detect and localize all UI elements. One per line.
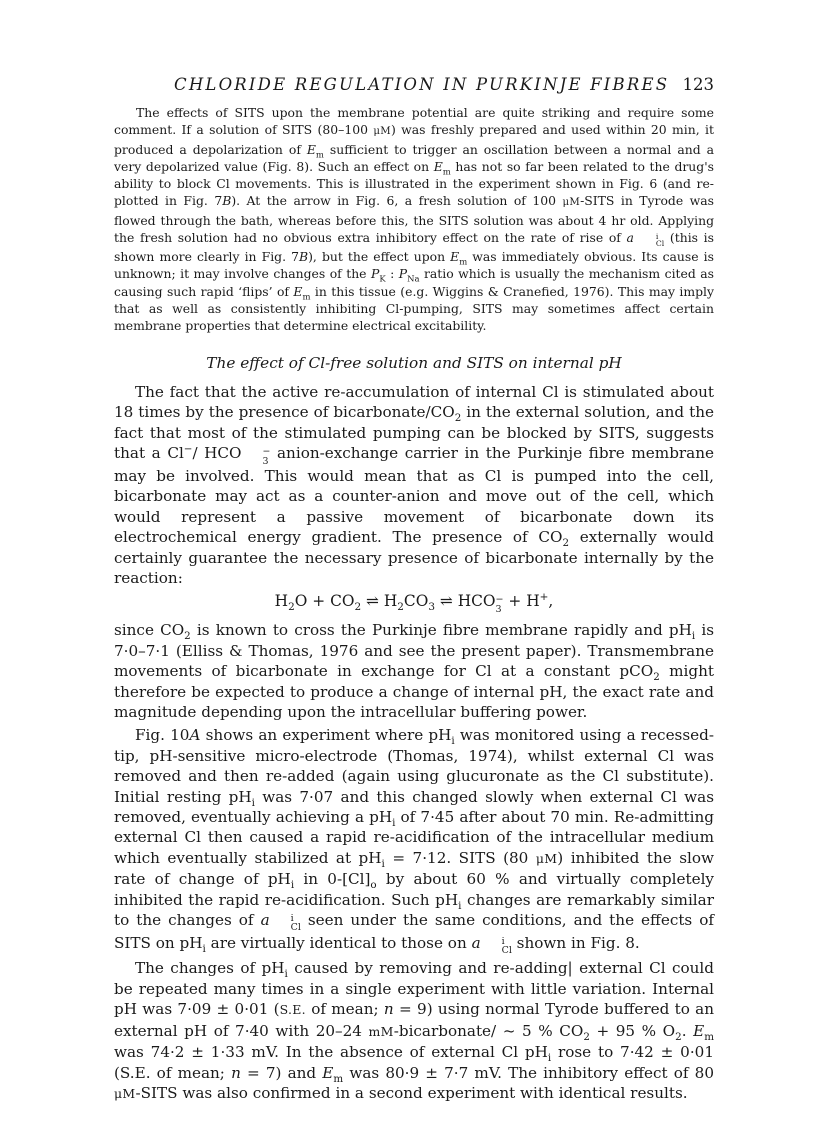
small-print-block xyxy=(114,104,714,335)
main-text xyxy=(114,382,714,1107)
paragraph-fig10a-experiment: Fig. 10A shows an experiment where $pH_i$ was monitored using a recessed-tip, pH-sensitive micro-electrode (Thomas, 1974), whilst external Cl was removed and then re-added (again using glucuronate as the Cl substitute). Initial resting $pH_i$ was 7·07 and this changed slowly when external Cl was removed, eventually achieving a $pH_i$ of 7·45 after about 70 min. Re-admitting external Cl then caused a rapid re-acidification of the intracellular medium which eventually stabilized at $pH_i = 7\cdot 12$. SITS (80 μM) inhibited the slow rate of change of $pH_i$ in $0-[Cl]_o$ by about 60 % and virtually completely inhibited the rapid re-acidification. Such $pH_i$ changes are remarkably similar to the changes of a i Cl seen under the same conditions, and the effects of SITS on $pH_i$ are virtually identical to those on a i Cl shown in Fig. 8. xyxy=(114,726,715,957)
reaction-equation: $H_2O + CO_2$ ⇌ $H_2CO_3$ ⇌ HCO − 3 + H+, xyxy=(274,591,554,615)
paragraph-sits-membrane-potential: The effects of SITS upon the membrane potential are quite striking and require some comment. If a solution of SITS (80–100 μM) was freshly prepared and used within 20 min, it produced a depolarization of $E_m$ sufficient to trigger an oscillation between a normal and a very depolarized value (Fig. 8). Such an effect on $E_m$ has not so far been related to the drug's ability to block Cl movements. This is illustrated in the experiment shown in Fig. 6 (and re-plotted in Fig. 7B). At the arrow in Fig. 6, a fresh solution of 100 μM-SITS in Tyrode was flowed through the bath, whereas before this, the SITS solution was about 4 hr old. Applying the fresh solution had no obvious extra inhibitory effect on the rate of rise of a i Cl (this is shown more clearly in Fig. 7B), but the effect upon $E_m$ was immediately obvious. Its cause is unknown; it may involve changes of the $P_K$ : $P_{Na}$ ratio which is usually the mechanism cited as causing such rapid ‘flips’ of $E_m$ in this tissue (e.g. Wiggins & Cranefied, 1976). This may imply that as well as consistently inhibiting Cl-pumping, SITS may sometimes affect certain membrane properties that determine electrical excitability. xyxy=(114,105,714,334)
paragraph-phi-repeated: The changes of $pH_i$ caused by removing and re-adding| external Cl could be repeated many times in a single experiment with little variation. Internal pH was 7·09 ± 0·01 (S.E. of mean; n = 9) using normal Tyrode buffered to an external pH of 7·40 with 20–24 mM-bicarbonate/ ~ 5 % $CO_2 + 95$ % $O_2$. $E_m$ was 74·2 ± 1·33 mV. In the absence of external Cl $pH_i$ rose to 7·42 ± 0·01 (S.E. of mean; n = 7) and $E_m$ was 80·9 ± 7·7 mV. The inhibitory effect of 80 μM-SITS was also confirmed in a second experiment with identical results. xyxy=(114,959,714,1102)
running-title: CHLORIDE REGULATION IN PURKINJE FIBRES xyxy=(174,75,670,94)
paragraph-co2-membrane: since $CO_2$ is known to cross the Purkinje fibre membrane rapidly and $pH_i$ is 7·0–7·1 (Elliss & Thomas, 1976 and see the present paper). Transmembrane movements of bicarbonate in exchange for Cl at a constant pCO$_2$ might therefore be expected to produce a change of internal pH, the exact rate and magnitude depending upon the intracellular buffering power. xyxy=(114,621,715,721)
paragraph-bicarbonate-exchange: The fact that the active re-accumulation of internal Cl is stimulated about 18 times by the presence of bicarbonate/$CO_2$ in the external solution, and the fact that most of the stimulated pumping can be blocked by SITS, suggests that a Cl−/ HCO − 3 anion-exchange carrier in the Purkinje fibre membrane may be involved. This would mean that as Cl is pumped into the cell, bicarbonate may act as a counter-anion and move out of the cell, which would represent a passive movement of bicarbonate down its electrochemical energy gradient. The presence of $CO_2$ externally would certainly guarantee the necessary presence of bicarbonate internally by the reaction: xyxy=(114,383,714,587)
page-number: 123 xyxy=(682,75,714,94)
running-header xyxy=(114,72,714,102)
section-heading: The effect of Cl-free solution and SITS on internal pH xyxy=(206,354,622,372)
